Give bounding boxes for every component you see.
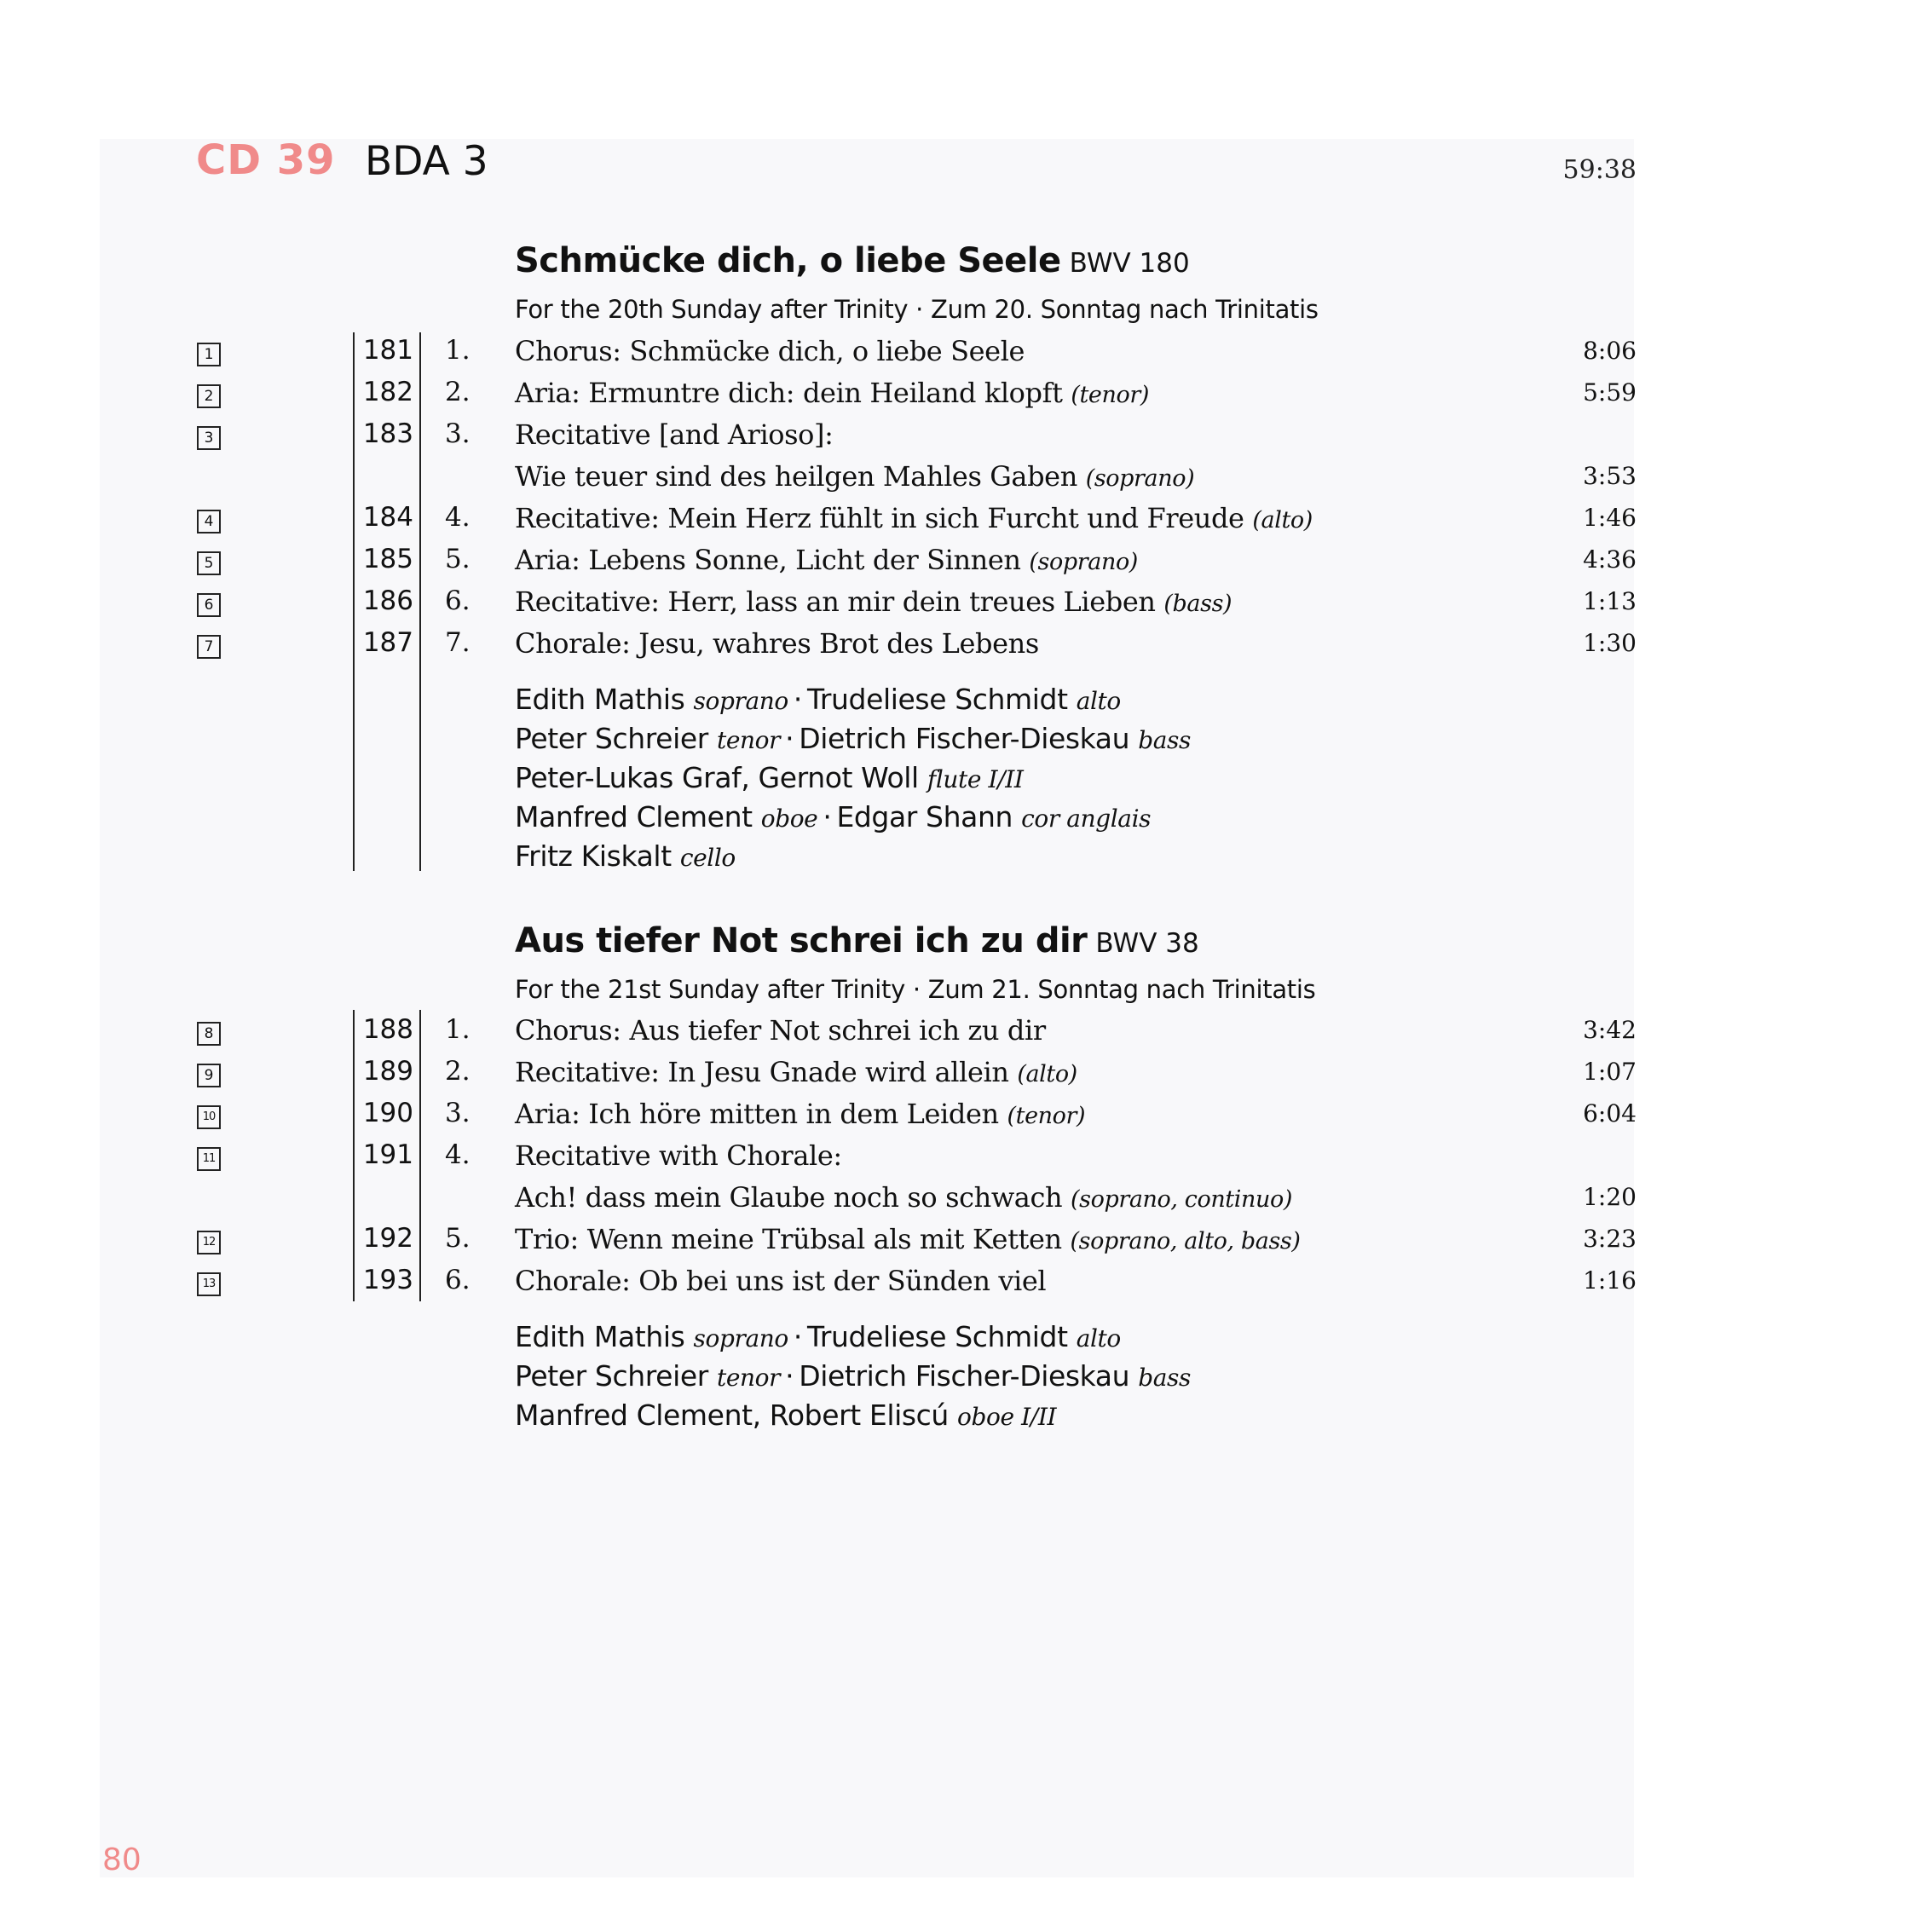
track-duration: 3:23 xyxy=(1583,1225,1637,1253)
track-row[interactable] xyxy=(0,1265,1905,1306)
track-duration: 6:04 xyxy=(1583,1099,1637,1127)
work-occasion: For the 21st Sunday after Trinity · Zum 21. Sonntag nach Trinitatis xyxy=(515,975,1316,1004)
performer-role: tenor xyxy=(717,726,781,754)
movement-title: Recitative [and Arioso]: xyxy=(515,418,834,451)
movement-title: Wie teuer sind des heilgen Mahles Gaben xyxy=(515,460,1077,493)
movement-number: 2. xyxy=(445,377,470,407)
track-row-continuation xyxy=(0,1181,1905,1222)
track-box: 13 xyxy=(197,1272,221,1296)
performer-role: bass xyxy=(1138,726,1191,754)
performer-role: flute I/II xyxy=(927,765,1024,793)
movement-title: Aria: Lebens Sonne, Licht der Sinnen xyxy=(515,544,1021,576)
track-number: 186 xyxy=(362,585,413,616)
movement-title: Trio: Wenn meine Trübsal als mit Ketten xyxy=(515,1223,1062,1255)
performer-name: Fritz Kiskalt xyxy=(515,839,672,873)
movement-title: Aria: Ermuntre dich: dein Heiland klopft xyxy=(515,377,1063,409)
performer-name: Manfred Clement xyxy=(515,800,753,833)
total-duration: 59:38 xyxy=(1562,155,1637,185)
movement-title: Aria: Ich höre mitten in dem Leiden xyxy=(515,1098,999,1130)
performer-role: tenor xyxy=(717,1364,781,1392)
performer-role: cello xyxy=(679,844,736,872)
track-duration: 1:30 xyxy=(1583,629,1637,657)
voice-part: (tenor) xyxy=(1071,382,1149,408)
movement-number: 3. xyxy=(445,418,470,449)
performer-role: oboe xyxy=(760,805,818,833)
voice-part: (alto) xyxy=(1017,1061,1077,1087)
voice-part: (alto) xyxy=(1252,507,1313,533)
bda-label: BDA 3 xyxy=(365,138,488,185)
movement-number: 7. xyxy=(445,627,470,658)
bwv-number: BWV 180 xyxy=(1069,248,1190,279)
track-box: 2 xyxy=(197,384,221,408)
performer-role: alto xyxy=(1076,687,1121,715)
performer-line: Peter Schreier tenor · Dietrich Fischer-Dieskau bass xyxy=(515,1359,1191,1393)
track-row[interactable] xyxy=(0,502,1905,543)
track-row[interactable] xyxy=(0,627,1905,668)
track-number: 191 xyxy=(362,1139,413,1170)
track-box: 11 xyxy=(197,1147,221,1171)
track-row[interactable] xyxy=(0,377,1905,418)
performer-role: bass xyxy=(1138,1364,1191,1392)
track-row[interactable] xyxy=(0,418,1905,459)
performer-line xyxy=(515,761,1024,794)
track-duration: 1:07 xyxy=(1583,1058,1637,1086)
movement-title: Chorale: Ob bei uns ist der Sünden viel xyxy=(515,1265,1047,1297)
track-box: 6 xyxy=(197,593,221,617)
track-number: 187 xyxy=(362,627,413,658)
movement-number: 3. xyxy=(445,1098,470,1128)
performer-name: Edith Mathis xyxy=(515,1320,685,1353)
movement-number: 2. xyxy=(445,1056,470,1087)
track-row[interactable] xyxy=(0,1139,1905,1180)
track-duration: 8:06 xyxy=(1583,337,1637,365)
track-box: 1 xyxy=(197,343,221,366)
work-occasion: For the 20th Sunday after Trinity · Zum 20. Sonntag nach Trinitatis xyxy=(515,295,1319,324)
work-title-text: Aus tiefer Not schrei ich zu dir xyxy=(515,921,1088,960)
performer-role: oboe I/II xyxy=(957,1403,1057,1431)
track-duration: 1:13 xyxy=(1583,587,1637,615)
movement-title: Ach! dass mein Glaube noch so schwach xyxy=(515,1181,1063,1214)
track-row[interactable] xyxy=(0,1098,1905,1139)
track-number: 189 xyxy=(362,1056,413,1087)
voice-part: (tenor) xyxy=(1007,1103,1086,1129)
movement-title: Chorus: Schmücke dich, o liebe Seele xyxy=(515,335,1025,367)
voice-part: (soprano, continuo) xyxy=(1071,1186,1292,1213)
performer-name: Peter Schreier xyxy=(515,722,708,755)
voice-part: (soprano, alto, bass) xyxy=(1070,1228,1301,1254)
voice-part: (bass) xyxy=(1163,591,1232,617)
track-row[interactable] xyxy=(0,335,1905,376)
page-number: 80 xyxy=(102,1843,141,1877)
track-row[interactable] xyxy=(0,1223,1905,1264)
voice-part: (soprano) xyxy=(1085,465,1195,492)
performer-role: alto xyxy=(1076,1324,1121,1352)
track-number: 192 xyxy=(362,1223,413,1254)
movement-title: Recitative with Chorale: xyxy=(515,1139,842,1172)
bwv-number: BWV 38 xyxy=(1095,928,1199,959)
performer-line: Edith Mathis soprano · Trudeliese Schmidt alto xyxy=(515,683,1121,716)
performer-line: Peter Schreier tenor · Dietrich Fischer-Dieskau bass xyxy=(515,722,1191,755)
track-row[interactable] xyxy=(0,1056,1905,1097)
performer-line xyxy=(515,839,736,873)
movement-number: 5. xyxy=(445,1223,470,1254)
track-duration: 1:20 xyxy=(1583,1183,1637,1211)
movement-title: Recitative: Mein Herz fühlt in sich Furcht und Freude xyxy=(515,502,1244,534)
movement-title: Recitative: In Jesu Gnade wird allein xyxy=(515,1056,1009,1088)
track-number: 184 xyxy=(362,502,413,533)
movement-number: 4. xyxy=(445,502,470,533)
track-box: 10 xyxy=(197,1105,221,1129)
movement-number: 1. xyxy=(445,1014,470,1045)
performer-name: Edgar Shann xyxy=(836,800,1013,833)
voice-part: (soprano) xyxy=(1029,549,1138,575)
performer-role: cor anglais xyxy=(1021,805,1152,833)
work-title xyxy=(515,921,1199,960)
movement-title: Recitative: Herr, lass an mir dein treues Lieben xyxy=(515,585,1156,618)
work-title xyxy=(515,241,1190,280)
track-number: 181 xyxy=(362,335,413,366)
performer-line xyxy=(515,1399,1056,1432)
track-duration: 1:16 xyxy=(1583,1266,1637,1295)
track-number: 193 xyxy=(362,1265,413,1295)
track-number: 190 xyxy=(362,1098,413,1128)
track-row[interactable] xyxy=(0,1014,1905,1055)
movement-number: 4. xyxy=(445,1139,470,1170)
track-duration: 3:53 xyxy=(1583,462,1637,490)
track-box: 3 xyxy=(197,426,221,450)
track-box: 8 xyxy=(197,1022,221,1046)
track-box: 12 xyxy=(197,1231,221,1254)
movement-number: 6. xyxy=(445,1265,470,1295)
movement-number: 6. xyxy=(445,585,470,616)
performer-role: soprano xyxy=(693,687,788,715)
movement-title: Chorale: Jesu, wahres Brot des Lebens xyxy=(515,627,1039,660)
track-duration: 1:46 xyxy=(1583,504,1637,532)
track-number: 188 xyxy=(362,1014,413,1045)
track-box: 4 xyxy=(197,510,221,533)
cd-number: CD 39 xyxy=(196,136,336,184)
performer-role: soprano xyxy=(693,1324,788,1352)
performer-name: Dietrich Fischer-Dieskau xyxy=(799,722,1130,755)
movement-title: Chorus: Aus tiefer Not schrei ich zu dir xyxy=(515,1014,1046,1047)
performer-line: Manfred Clement oboe · Edgar Shann cor anglais xyxy=(515,800,1152,833)
performer-name: Peter-Lukas Graf, Gernot Woll xyxy=(515,761,919,794)
performer-line: Edith Mathis soprano · Trudeliese Schmidt alto xyxy=(515,1320,1121,1353)
track-row-continuation xyxy=(0,460,1905,501)
track-row[interactable] xyxy=(0,585,1905,626)
performer-name: Manfred Clement, Robert Eliscú xyxy=(515,1399,949,1432)
track-box: 7 xyxy=(197,635,221,659)
track-duration: 3:42 xyxy=(1583,1016,1637,1044)
track-duration: 5:59 xyxy=(1583,378,1637,407)
track-number: 183 xyxy=(362,418,413,449)
performer-name: Dietrich Fischer-Dieskau xyxy=(799,1359,1130,1393)
movement-number: 5. xyxy=(445,544,470,574)
track-number: 185 xyxy=(362,544,413,574)
track-box: 5 xyxy=(197,551,221,575)
performer-name: Edith Mathis xyxy=(515,683,685,716)
performer-name: Trudeliese Schmidt xyxy=(806,1320,1068,1353)
performer-name: Trudeliese Schmidt xyxy=(806,683,1068,716)
work-title-text: Schmücke dich, o liebe Seele xyxy=(515,241,1061,280)
track-row[interactable] xyxy=(0,544,1905,585)
performer-name: Peter Schreier xyxy=(515,1359,708,1393)
track-duration: 4:36 xyxy=(1583,545,1637,574)
track-number: 182 xyxy=(362,377,413,407)
track-box: 9 xyxy=(197,1064,221,1087)
movement-number: 1. xyxy=(445,335,470,366)
